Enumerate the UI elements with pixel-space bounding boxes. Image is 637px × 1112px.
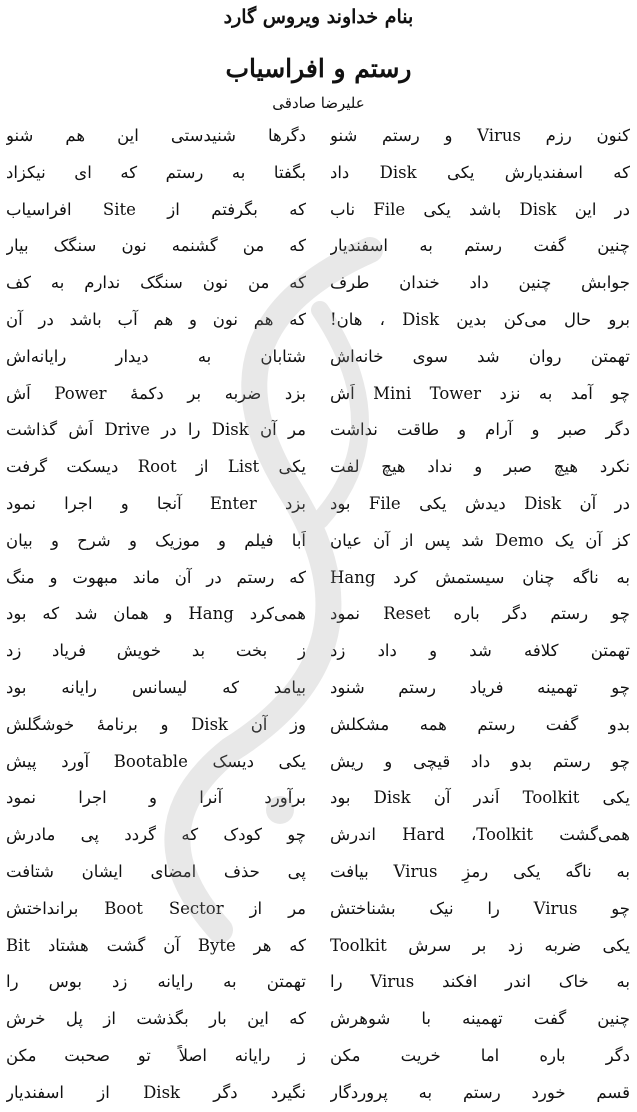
verse-line: تهمتن به رایانه زد بوس را bbox=[6, 972, 306, 992]
verse-line: پی حذف امضای ایشان شتافت bbox=[6, 861, 306, 881]
verse-line: برآورد آنرا و اجرا نمود bbox=[6, 788, 306, 808]
verse-line: که این بار بگذشت از پل خرش bbox=[6, 1009, 306, 1029]
verse-line: ز بخت بد خویش فریاد زد bbox=[6, 641, 306, 661]
verse-line: به ناگه یکی رمزِ Virus بیافت bbox=[330, 861, 630, 881]
verse-line: کنون رزم Virus و رستم شنو bbox=[330, 126, 630, 145]
verse-line: مر آن Disk را در Drive اَش گذاشت bbox=[6, 420, 306, 440]
verse-line: اَبا فیلم و موزیک و شرح و بیان bbox=[6, 530, 306, 550]
verse-line: که رستم در آن ماند مبهوت و منگ bbox=[6, 567, 306, 587]
verse-line: تهمتن کلافه شد و داد زد bbox=[330, 641, 630, 661]
verse-line: بزد Enter آنجا و اجرا نمود bbox=[6, 493, 306, 513]
verse-line: شتابان به دیدار رایانه‌اش bbox=[6, 346, 306, 366]
verse-column-right bbox=[330, 118, 630, 1112]
verse-line: بزد ضربه بر دکمهٔ Power اَش bbox=[6, 383, 306, 403]
verse-line: نگیرد دگر Disk از اسفندیار bbox=[6, 1082, 306, 1102]
verse-line: دگرها شنیدستی این هم شنو bbox=[6, 126, 306, 145]
verse-line: ز رایانه اصلاً تو صحبت مکن bbox=[6, 1045, 306, 1065]
verse-line: مر از Boot Sector برانداختش bbox=[6, 898, 306, 918]
verse-line: همی‌کرد Hang و همان شد که بود bbox=[6, 604, 306, 624]
verse-column-left bbox=[6, 118, 306, 1112]
verse-line: همی‌گشت Hard ،Toolkit اندرش bbox=[330, 825, 630, 845]
verse-line: چو تهمینه فریاد رستم شنود bbox=[330, 677, 630, 697]
verse-line: تهمتن روان شد سوی خانه‌اش bbox=[330, 346, 630, 366]
verse-line: که هر Byte آن گشت هشتاد Bit bbox=[6, 935, 306, 955]
verse-line: یکی دیسک Bootable آورد پیش bbox=[6, 751, 306, 771]
verse-line: چو رستم بدو داد قیچی و ریش bbox=[330, 751, 630, 771]
verse-line: یکی Toolkit اَندر آن Disk بود bbox=[330, 788, 630, 808]
verse-line: چنین گفت تهمینه با شوهرش bbox=[330, 1009, 630, 1029]
verse-line: دگر صبر و آرام و طاقت نداشت bbox=[330, 420, 630, 440]
verse-line: به خاک اندر افکند Virus را bbox=[330, 972, 630, 992]
verse-line: نکرد هیچ صبر و نداد هیچ لفت bbox=[330, 457, 630, 477]
verse-line: بدو گفت رستم همه مشکلش bbox=[330, 714, 630, 734]
verse-line: جوابش چنین داد خندان طرف bbox=[330, 273, 630, 293]
verse-line: که اسفندیارش یکی Disk داد bbox=[330, 162, 630, 182]
verse-line: چو آمد به نزد Mini Tower اَش bbox=[330, 383, 630, 403]
verse-line: چو Virus را نیک بشناختش bbox=[330, 898, 630, 918]
verse-line: چنین گفت رستم به اسفندیار bbox=[330, 236, 630, 256]
verse-line: بگفتا به رستم که ای نیکزاد bbox=[6, 162, 306, 182]
verse-line: که من گشنمه نون سنگک بیار bbox=[6, 236, 306, 256]
invocation-heading: بنام خداوند ویروس گارد bbox=[223, 6, 414, 28]
poem-author: علیرضا صادقی bbox=[272, 94, 365, 112]
verse-line: به ناگه چنان سیستمش کرد Hang bbox=[330, 567, 630, 587]
verse-line: کز آن یک Demo شد پس از آن عیان bbox=[330, 530, 630, 550]
verse-line: وز آن Disk و برنامهٔ خوشگلش bbox=[6, 714, 306, 734]
verse-line: یکی ضربه زد بر سرش Toolkit bbox=[330, 935, 630, 955]
verse-line: بیامد که لیسانس رایانه بود bbox=[6, 677, 306, 697]
verse-line: که بگرفتم از Site افراسیاب bbox=[6, 199, 306, 219]
verse-line: چو رستم دگر باره Reset نمود bbox=[330, 604, 630, 624]
verse-line: یکی List از Root دیسکت گرفت bbox=[6, 457, 306, 477]
verse-line: دگر باره اما خریت مکن bbox=[330, 1045, 630, 1065]
poem-title: رستم و افراسیاب bbox=[225, 54, 412, 83]
verse-line: برو حال می‌کن بدین Disk ، هان! bbox=[330, 309, 630, 329]
verse-line: در این Disk باشد یکی File ناب bbox=[330, 199, 630, 219]
verse-line: که هم نون و هم آب باشد در آن bbox=[6, 309, 306, 329]
verse-line: چو کودک که گردد پی مادرش bbox=[6, 825, 306, 845]
verse-line: قسم خورد رستم به پروردگار bbox=[330, 1082, 630, 1102]
verse-line: که من نون سنگک ندارم به کف bbox=[6, 273, 306, 293]
verse-line: در آن Disk دیدش یکی File بود bbox=[330, 493, 630, 513]
